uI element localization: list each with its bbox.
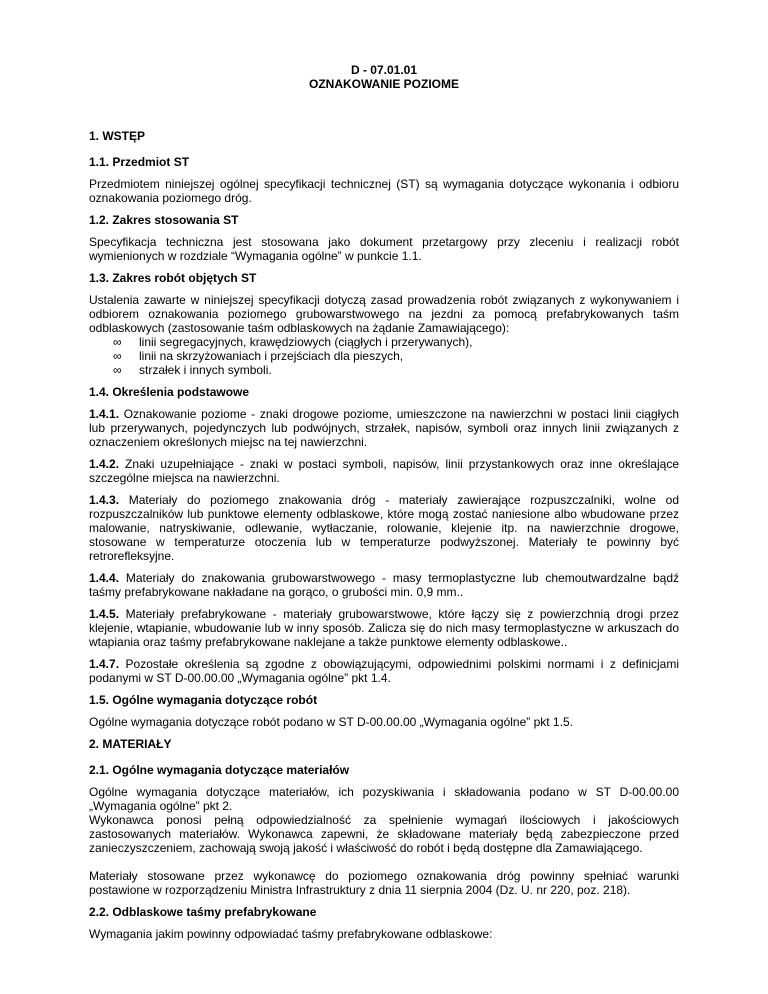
spec-title: OZNAKOWANIE POZIOME bbox=[309, 77, 459, 91]
definition-number: 1.4.4. bbox=[89, 571, 120, 585]
definition-text: Materiały do poziomego znakowania dróg - materiały zawierające rozpuszczalniki, wolne od rozpuszczalników lub punktowe elementy odblaskowe, które mogą zostać naniesione albo wbudowane przez malowanie, natryskiwanie, odlewanie, wytłaczanie, rolowanie, klejenie itp. na nawierzchnie drogowe, stosowane w temperaturze otoczenia lub w temperaturze podwyższonej. Materiały te powinny być retrorefleksyjne. bbox=[89, 493, 679, 563]
section-1-5-heading: 1.5. Ogólne wymagania dotyczące robót bbox=[89, 693, 318, 707]
section-1-5-text: Ogólne wymagania dotyczące robót podano w ST D-00.00.00 „Wymagania ogólne” pkt 1.5. bbox=[89, 715, 573, 729]
blank-line bbox=[89, 855, 679, 869]
definition-1-4-5 bbox=[89, 607, 679, 649]
definition-number: 1.4.1. bbox=[89, 407, 120, 421]
section-1-3-text: Ustalenia zawarte w niniejszej specyfikacji dotyczą zasad prowadzenia robót związanych z wykonywaniem i odbiorem oznakowania poziomego grubowarstwowego na jezdni za pomocą prefabrykowanych taśm odblaskowych (zastosowanie taśm odblaskowych na żądanie Zamawiającego): bbox=[89, 293, 679, 335]
section-2-1-text-3: Materiały stosowane przez wykonawcę do poziomego oznakowania dróg powinny spełniać warunki postawione w rozporządzeniu Ministra Infrastruktury z dnia 11 sierpnia 2004 (Dz. U. nr 220, poz. 218). bbox=[89, 869, 679, 897]
definition-text: Znaki uzupełniające - znaki w postaci symboli, napisów, linii przystankowych oraz inne określające szczególne miejsca na nawierzchni. bbox=[89, 457, 679, 485]
definition-number: 1.4.2. bbox=[89, 457, 120, 471]
list-item: ∞ strzałek i innych symboli. bbox=[113, 363, 272, 377]
section-1-3-heading: 1.3. Zakres robót objętych ST bbox=[89, 271, 257, 285]
definition-number: 1.4.3. bbox=[89, 493, 120, 507]
bullet-infinity-icon: ∞ bbox=[113, 349, 122, 363]
definition-1-4-2 bbox=[89, 457, 679, 485]
section-1-3-list bbox=[89, 335, 679, 377]
section-1-1-heading: 1.1. Przedmiot ST bbox=[89, 155, 190, 169]
definition-1-4-4 bbox=[89, 571, 679, 599]
section-1-4-heading: 1.4. Określenia podstawowe bbox=[89, 385, 250, 399]
definition-number: 1.4.7. bbox=[89, 657, 120, 671]
bullet-infinity-icon: ∞ bbox=[113, 335, 122, 349]
section-1-1-text: Przedmiotem niniejszej ogólnej specyfikacji technicznej (ST) są wymagania dotyczące wykonania i odbioru oznakowania poziomego dróg. bbox=[89, 177, 679, 205]
definition-1-4-7 bbox=[89, 657, 679, 685]
spec-code: D - 07.01.01 bbox=[350, 63, 418, 77]
section-2-1-text-1: Ogólne wymagania dotyczące materiałów, ich pozyskiwania i składowania podano w ST D-00.00.00 „Wymagania ogólne” pkt 2. bbox=[89, 785, 679, 813]
definition-1-4-3 bbox=[89, 493, 679, 563]
definition-text: Oznakowanie poziome - znaki drogowe poziome, umieszczone na nawierzchni w postaci linii ciągłych lub przerywanych, pojedynczych lub podwójnych, strzałek, napisów, symboli oraz innych linii związanych z oznaczeniem określonych miejsc na tej nawierzchni. bbox=[89, 407, 679, 449]
document-header bbox=[89, 63, 679, 91]
section-2-2-heading: 2.2. Odblaskowe taśmy prefabrykowane bbox=[89, 905, 317, 919]
bullet-infinity-icon: ∞ bbox=[113, 363, 122, 377]
section-2-heading: 2. MATERIAŁY bbox=[89, 737, 172, 751]
definition-1-4-1 bbox=[89, 407, 679, 449]
definition-number: 1.4.5. bbox=[89, 607, 120, 621]
section-1-heading: 1. WSTĘP bbox=[89, 129, 146, 143]
list-item: ∞ linii segregacyjnych, krawędziowych (ciągłych i przerywanych), bbox=[113, 335, 473, 349]
definition-text: Pozostałe określenia są zgodne z obowiązującymi, odpowiednimi polskimi normami i z definicjami podanymi w ST D-00.00.00 „Wymagania ogólne” pkt 1.4. bbox=[89, 657, 679, 685]
section-2-2-text: Wymagania jakim powinny odpowiadać taśmy prefabrykowane odblaskowe: bbox=[89, 927, 493, 941]
definition-text: Materiały do znakowania grubowarstwowego - masy termoplastyczne lub chemoutwardzalne bądź taśmy prefabrykowane nakładane na gorąco, o grubości min. 0,9 mm.. bbox=[89, 571, 679, 599]
list-item: ∞ linii na skrzyżowaniach i przejściach dla pieszych, bbox=[113, 349, 404, 363]
section-1-2-text: Specyfikacja techniczna jest stosowana jako dokument przetargowy przy zleceniu i realizacji robót wymienionych w rozdziale “Wymagania ogólne” w punkcie 1.1. bbox=[89, 235, 679, 263]
section-2-1-text-2: Wykonawca ponosi pełną odpowiedzialność za spełnienie wymagań ilościowych i jakościowych zastosowanych materiałów. Wykonawca zapewni, że składowane materiały będą zabezpieczone przed zanieczyszczeniem, zachowają swoją jakość i właściwość do robót i będą dostępne dla Zamawiającego. bbox=[89, 813, 679, 855]
section-1-2-heading: 1.2. Zakres stosowania ST bbox=[89, 213, 239, 227]
definition-text: Materiały prefabrykowane - materiały grubowarstwowe, które łączy się z powierzchnią drogi przez klejenie, wtapianie, wbudowanie lub w inny sposób. Zalicza się do nich masy termoplastyczne w arkuszach do wtapiania oraz taśmy prefabrykowane naklejane a także punktowe elementy odblaskowe.. bbox=[89, 607, 679, 649]
section-2-1-heading: 2.1. Ogólne wymagania dotyczące materiałów bbox=[89, 763, 350, 777]
